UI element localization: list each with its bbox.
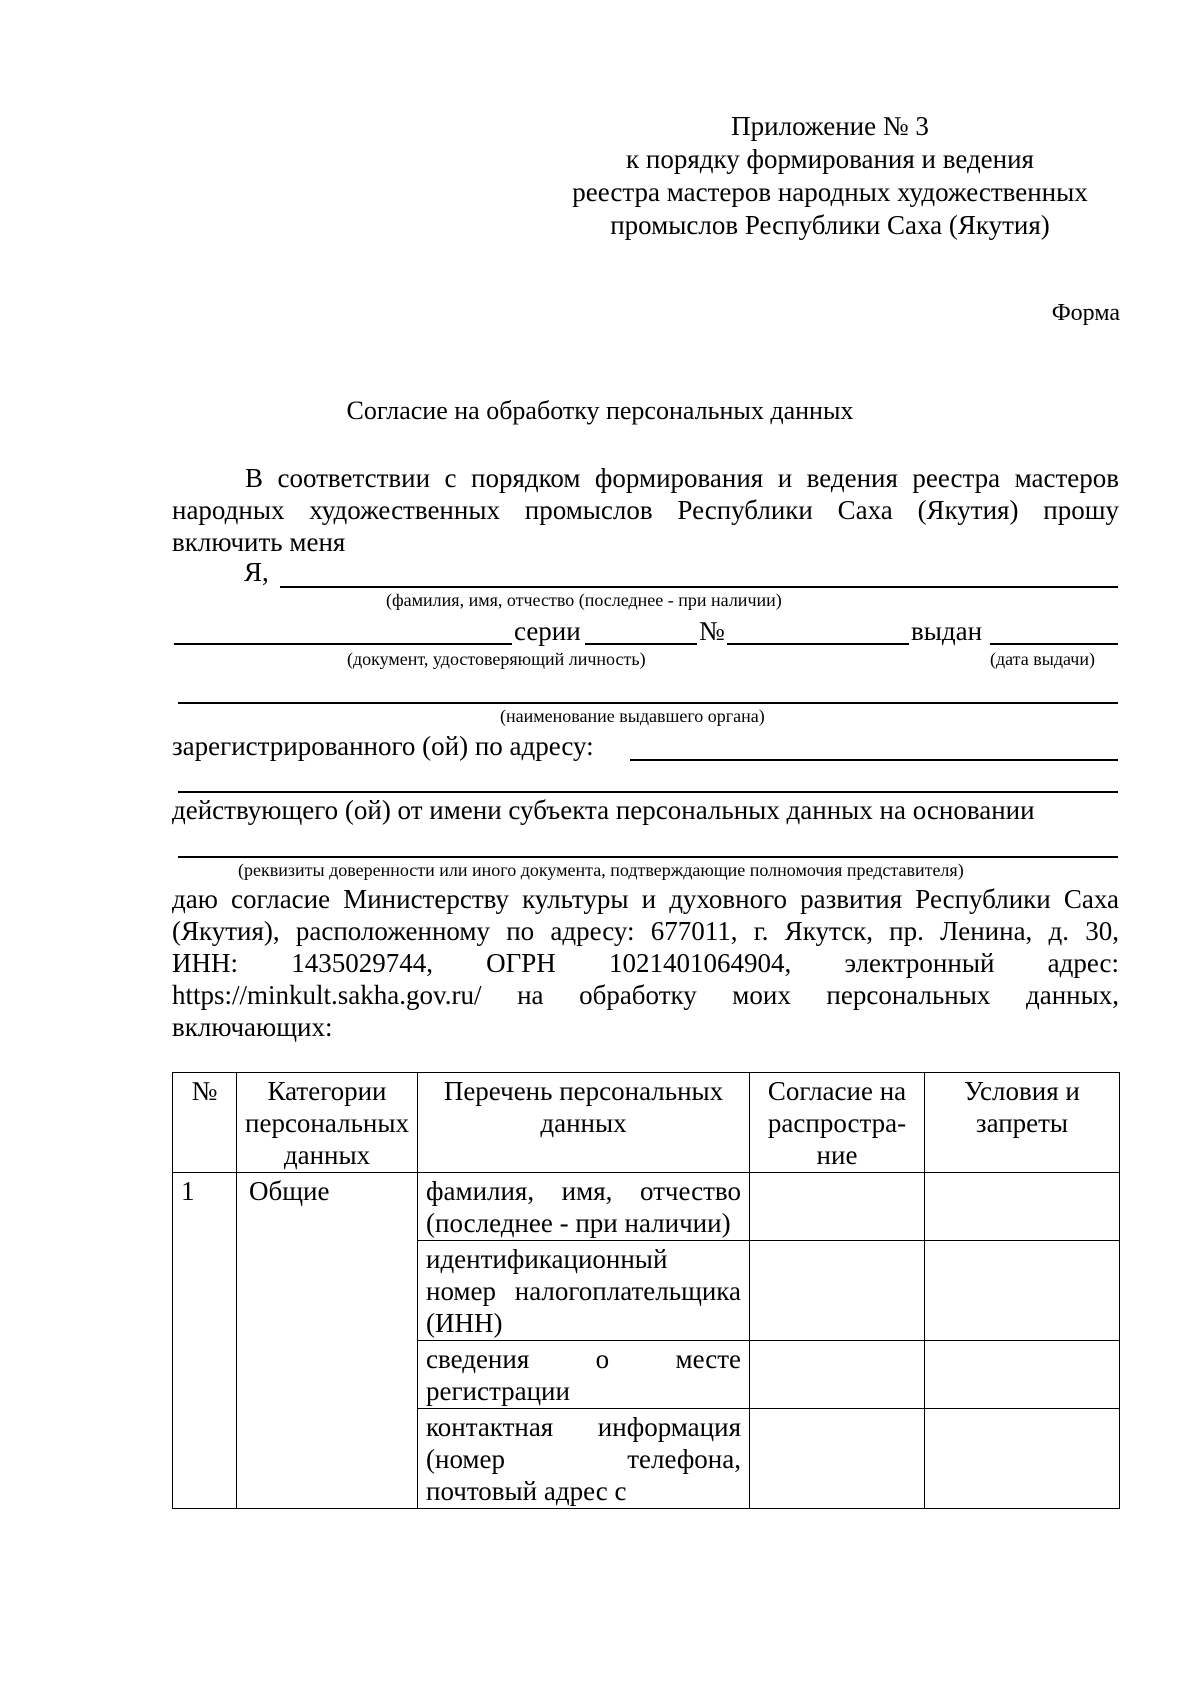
data-item: фамилия, имя, отчество (последнее - при наличии) [418,1173,750,1241]
consent-paragraph [172,883,1119,1043]
registered-label: зарегистрированного (ой) по адресу: [172,731,594,761]
acting-label: действующего (ой) от имени субъекта персональных данных на основании [172,795,1035,825]
table-header-row [173,1073,1120,1173]
fio-field[interactable] [280,586,1118,588]
authority-document-field[interactable] [178,856,1118,858]
ya-label: Я, [244,557,269,587]
series-label: серии [514,616,581,646]
consent-cell[interactable] [750,1409,925,1509]
data-item: контактная информация (номер телефона, почтовый адрес с [418,1409,750,1509]
header-list: Перечень персональных данных [418,1073,750,1173]
header-consent: Согласие на распростра-ние [750,1073,925,1173]
conditions-cell[interactable] [925,1341,1120,1409]
issuing-organ-caption: (наименование выдавшего органа) [500,706,765,726]
header-num: № [173,1073,237,1173]
series-field[interactable] [585,643,697,645]
fio-caption: (фамилия, имя, отчество (последнее - при наличии) [386,590,782,610]
conditions-cell[interactable] [925,1241,1120,1341]
conditions-cell[interactable] [925,1409,1120,1509]
document-field[interactable] [174,643,512,645]
consent-cell[interactable] [750,1241,925,1341]
authority-caption: (реквизиты доверенности или иного документа, подтверждающие полномочия представителя) [238,860,964,880]
consent-line-5: включающих: [172,1012,333,1042]
consent-line-4: https://minkult.sakha.gov.ru/ на обработку моих персональных данных, [172,980,1119,1010]
registered-address-field[interactable] [630,759,1118,761]
appendix-line-4: промыслов Республики Саха (Якутия) [610,210,1050,240]
issue-date-field[interactable] [990,643,1118,645]
header-category: Категории персональных данных [237,1073,418,1173]
issuing-organ-field[interactable] [178,702,1118,704]
number-label: № [699,616,725,646]
issued-label: выдан [911,616,983,646]
appendix-header [540,110,1120,242]
document-caption: (документ, удостоверяющий личность) [347,649,646,669]
intro-line-1: В соответствии с порядком формирования и ведения реестра мастеров [245,463,1119,493]
intro-line-2: народных художественных промыслов Республики Саха (Якутия) прошу [172,495,1119,525]
intro-line-3: включить меня [172,527,346,557]
data-item: идентификационный номер налогоплательщика (ИНН) [418,1241,750,1341]
header-conditions: Условия и запреты [925,1073,1120,1173]
personal-data-table [172,1072,1120,1509]
registered-address-field-2[interactable] [178,791,1118,793]
table-row [173,1173,1120,1241]
form-label: Форма [1051,300,1120,326]
appendix-number: Приложение № 3 [731,111,929,141]
appendix-line-2: к порядку формирования и ведения [626,144,1034,174]
row-number: 1 [173,1173,237,1509]
consent-cell[interactable] [750,1173,925,1241]
issue-date-caption: (дата выдачи) [990,649,1095,669]
data-item: сведения о месте регистрации [418,1341,750,1409]
consent-line-1: даю согласие Министерству культуры и духовного развития Республики Саха [172,884,1119,914]
consent-line-2: (Якутия), расположенному по адресу: 677011, г. Якутск, пр. Ленина, д. 30, [172,916,1119,946]
conditions-cell[interactable] [925,1173,1120,1241]
appendix-line-3: реестра мастеров народных художественных [572,177,1088,207]
number-field[interactable] [727,643,909,645]
intro-paragraph [172,462,1119,558]
document-title: Согласие на обработку персональных данных [346,396,854,425]
row-category: Общие [237,1173,418,1509]
consent-cell[interactable] [750,1341,925,1409]
consent-line-3: ИНН: 1435029744, ОГРН 1021401064904, электронный адрес: [172,948,1119,978]
